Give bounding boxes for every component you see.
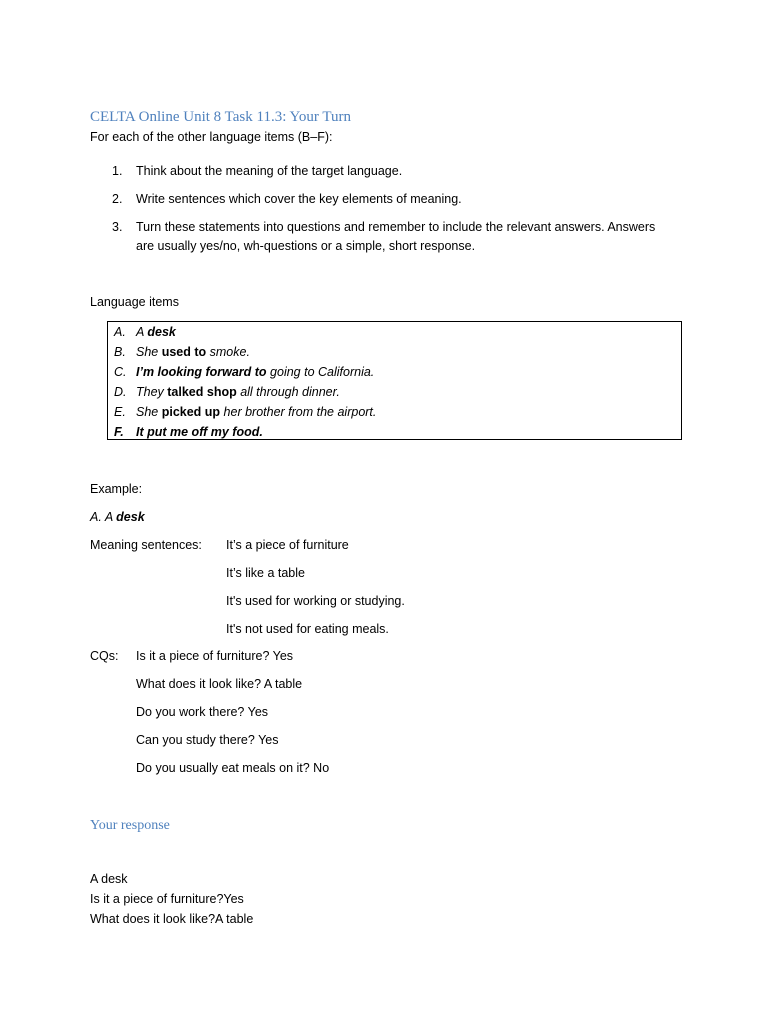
item-post: going to California. <box>266 365 375 379</box>
item-post: her brother from the airport. <box>220 405 377 419</box>
item-key: talked shop <box>167 385 237 399</box>
language-item <box>108 342 681 362</box>
item-pre: They <box>136 385 168 399</box>
item-pre: She <box>136 405 162 419</box>
item-key: picked up <box>161 405 221 419</box>
step-text-continued: are usually yes/no, wh-questions or a simple, short response. <box>136 239 476 253</box>
concept-question: Do you usually eat meals on it? No <box>136 761 330 775</box>
item-letter: F. <box>114 425 124 439</box>
response-line[interactable]: A desk <box>90 872 128 886</box>
intro-text: For each of the other language items (B–F): <box>90 130 333 144</box>
item-letter: E. <box>114 405 126 419</box>
item-key: It put me off my food. <box>136 425 263 439</box>
example-item-key: desk <box>116 510 145 524</box>
response-line[interactable]: What does it look like?A table <box>90 912 254 926</box>
meaning-sentence: It’s like a table <box>226 566 305 580</box>
page-title: CELTA Online Unit 8 Task 11.3: Your Turn <box>90 109 351 125</box>
item-letter: C. <box>114 365 127 379</box>
step-text: Write sentences which cover the key elements of meaning. <box>136 192 462 206</box>
language-item <box>108 422 681 442</box>
item-post: all through dinner. <box>236 385 340 399</box>
item-post: smoke. <box>206 345 250 359</box>
concept-question: Is it a piece of furniture? Yes <box>136 649 294 663</box>
concept-question: Can you study there? Yes <box>136 733 279 747</box>
language-item <box>108 362 681 382</box>
meaning-sentence: It's not used for eating meals. <box>226 622 389 636</box>
item-pre: She <box>136 345 162 359</box>
language-item <box>108 402 681 422</box>
meaning-sentences-label: Meaning sentences: <box>90 538 202 552</box>
step-text: Turn these statements into questions and remember to include the relevant answers. Answers <box>136 220 656 234</box>
example-item-pre: A. A <box>90 510 117 524</box>
item-key: I’m looking forward to <box>136 365 267 379</box>
concept-question: Do you work there? Yes <box>136 705 269 719</box>
language-items-box <box>107 321 682 440</box>
step-number: 3. <box>112 220 123 234</box>
example-label: Example: <box>90 482 143 496</box>
item-key: used to <box>161 345 207 359</box>
item-pre: A <box>136 325 148 339</box>
step-text: Think about the meaning of the target language. <box>136 164 403 178</box>
step-number: 2. <box>112 192 123 206</box>
response-line[interactable]: Is it a piece of furniture?Yes <box>90 892 244 906</box>
step-number: 1. <box>112 164 123 178</box>
language-items-label: Language items <box>90 295 179 309</box>
meaning-sentence: It’s a piece of furniture <box>226 538 349 552</box>
language-item <box>108 322 681 342</box>
language-item <box>108 382 681 402</box>
concept-question: What does it look like? A table <box>136 677 303 691</box>
item-letter: B. <box>114 345 126 359</box>
item-key: desk <box>147 325 176 339</box>
meaning-sentence: It's used for working or studying. <box>226 594 405 608</box>
example-item <box>90 509 145 525</box>
cqs-label: CQs: <box>90 649 119 663</box>
item-letter: A. <box>114 325 126 339</box>
item-letter: D. <box>114 385 127 399</box>
response-heading: Your response <box>90 818 170 833</box>
